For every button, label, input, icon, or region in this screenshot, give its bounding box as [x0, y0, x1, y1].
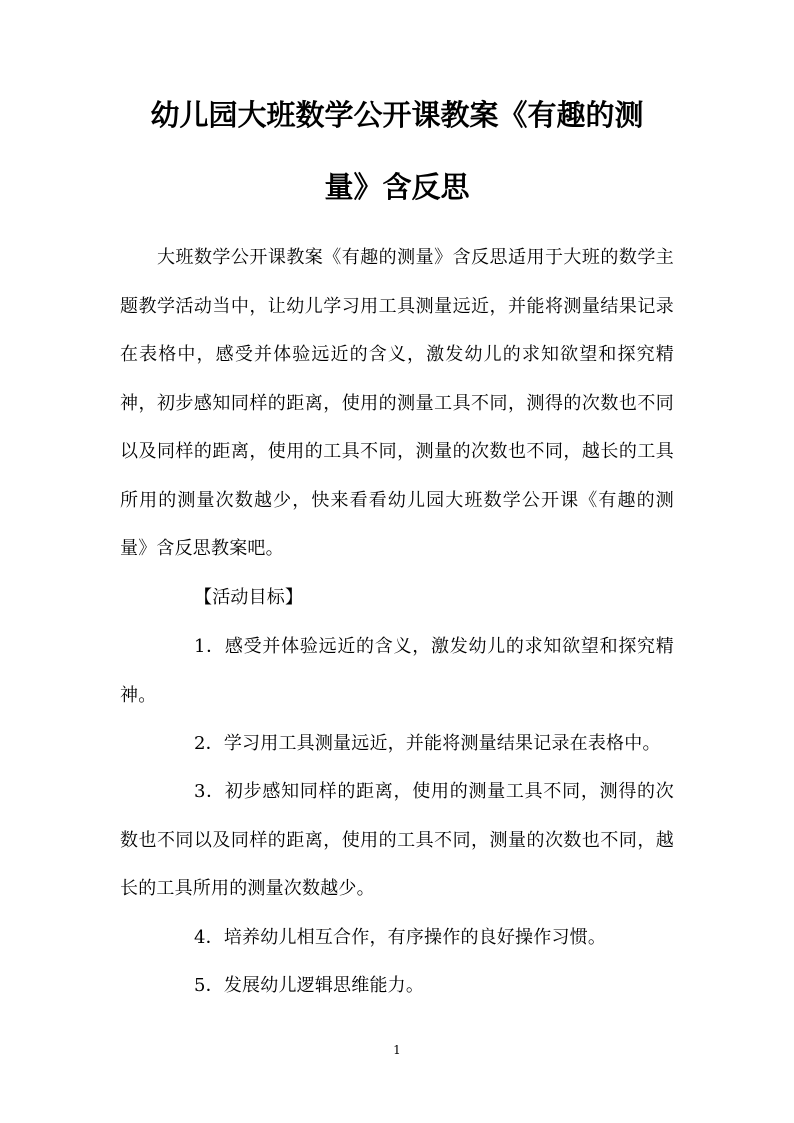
document-title-line-1: 幼儿园大班数学公开课教案《有趣的测 [150, 98, 644, 132]
goal-item-3: 3．初步感知同样的距离，使用的测量工具不同，测得的次数也不同以及同样的距离，使用的工具不同，测量的次数也不同，越长的工具所用的测量次数越少。 [120, 781, 674, 899]
section-heading-activity-goals: 【活动目标】 [194, 587, 304, 608]
page-number: 1 [393, 1043, 401, 1057]
goal-item-5: 5．发展幼儿逻辑思维能力。 [194, 975, 425, 996]
intro-paragraph: 大班数学公开课教案《有趣的测量》含反思适用于大班的数学主题教学活动当中，让幼儿学习用工具测量远近，并能将测量结果记录在表格中，感受并体验远近的含义，激发幼儿的求知欲望和探究精神，初步感知同样的距离，使用的测量工具不同，测得的次数也不同以及同样的距离，使用的工具不同，测量的次数也不同，越长的工具所用的测量次数越少，快来看看幼儿园大班数学公开课《有趣的测量》含反思教案吧。 [120, 247, 674, 559]
goal-item-1: 1．感受并体验远近的含义，激发幼儿的求知欲望和探究精神。 [120, 636, 674, 706]
goal-item-4: 4．培养幼儿相互合作，有序操作的良好操作习惯。 [194, 927, 607, 948]
document-title-line-2: 量》含反思 [324, 170, 470, 204]
goal-item-2: 2．学习用工具测量远近，并能将测量结果记录在表格中。 [194, 733, 661, 754]
